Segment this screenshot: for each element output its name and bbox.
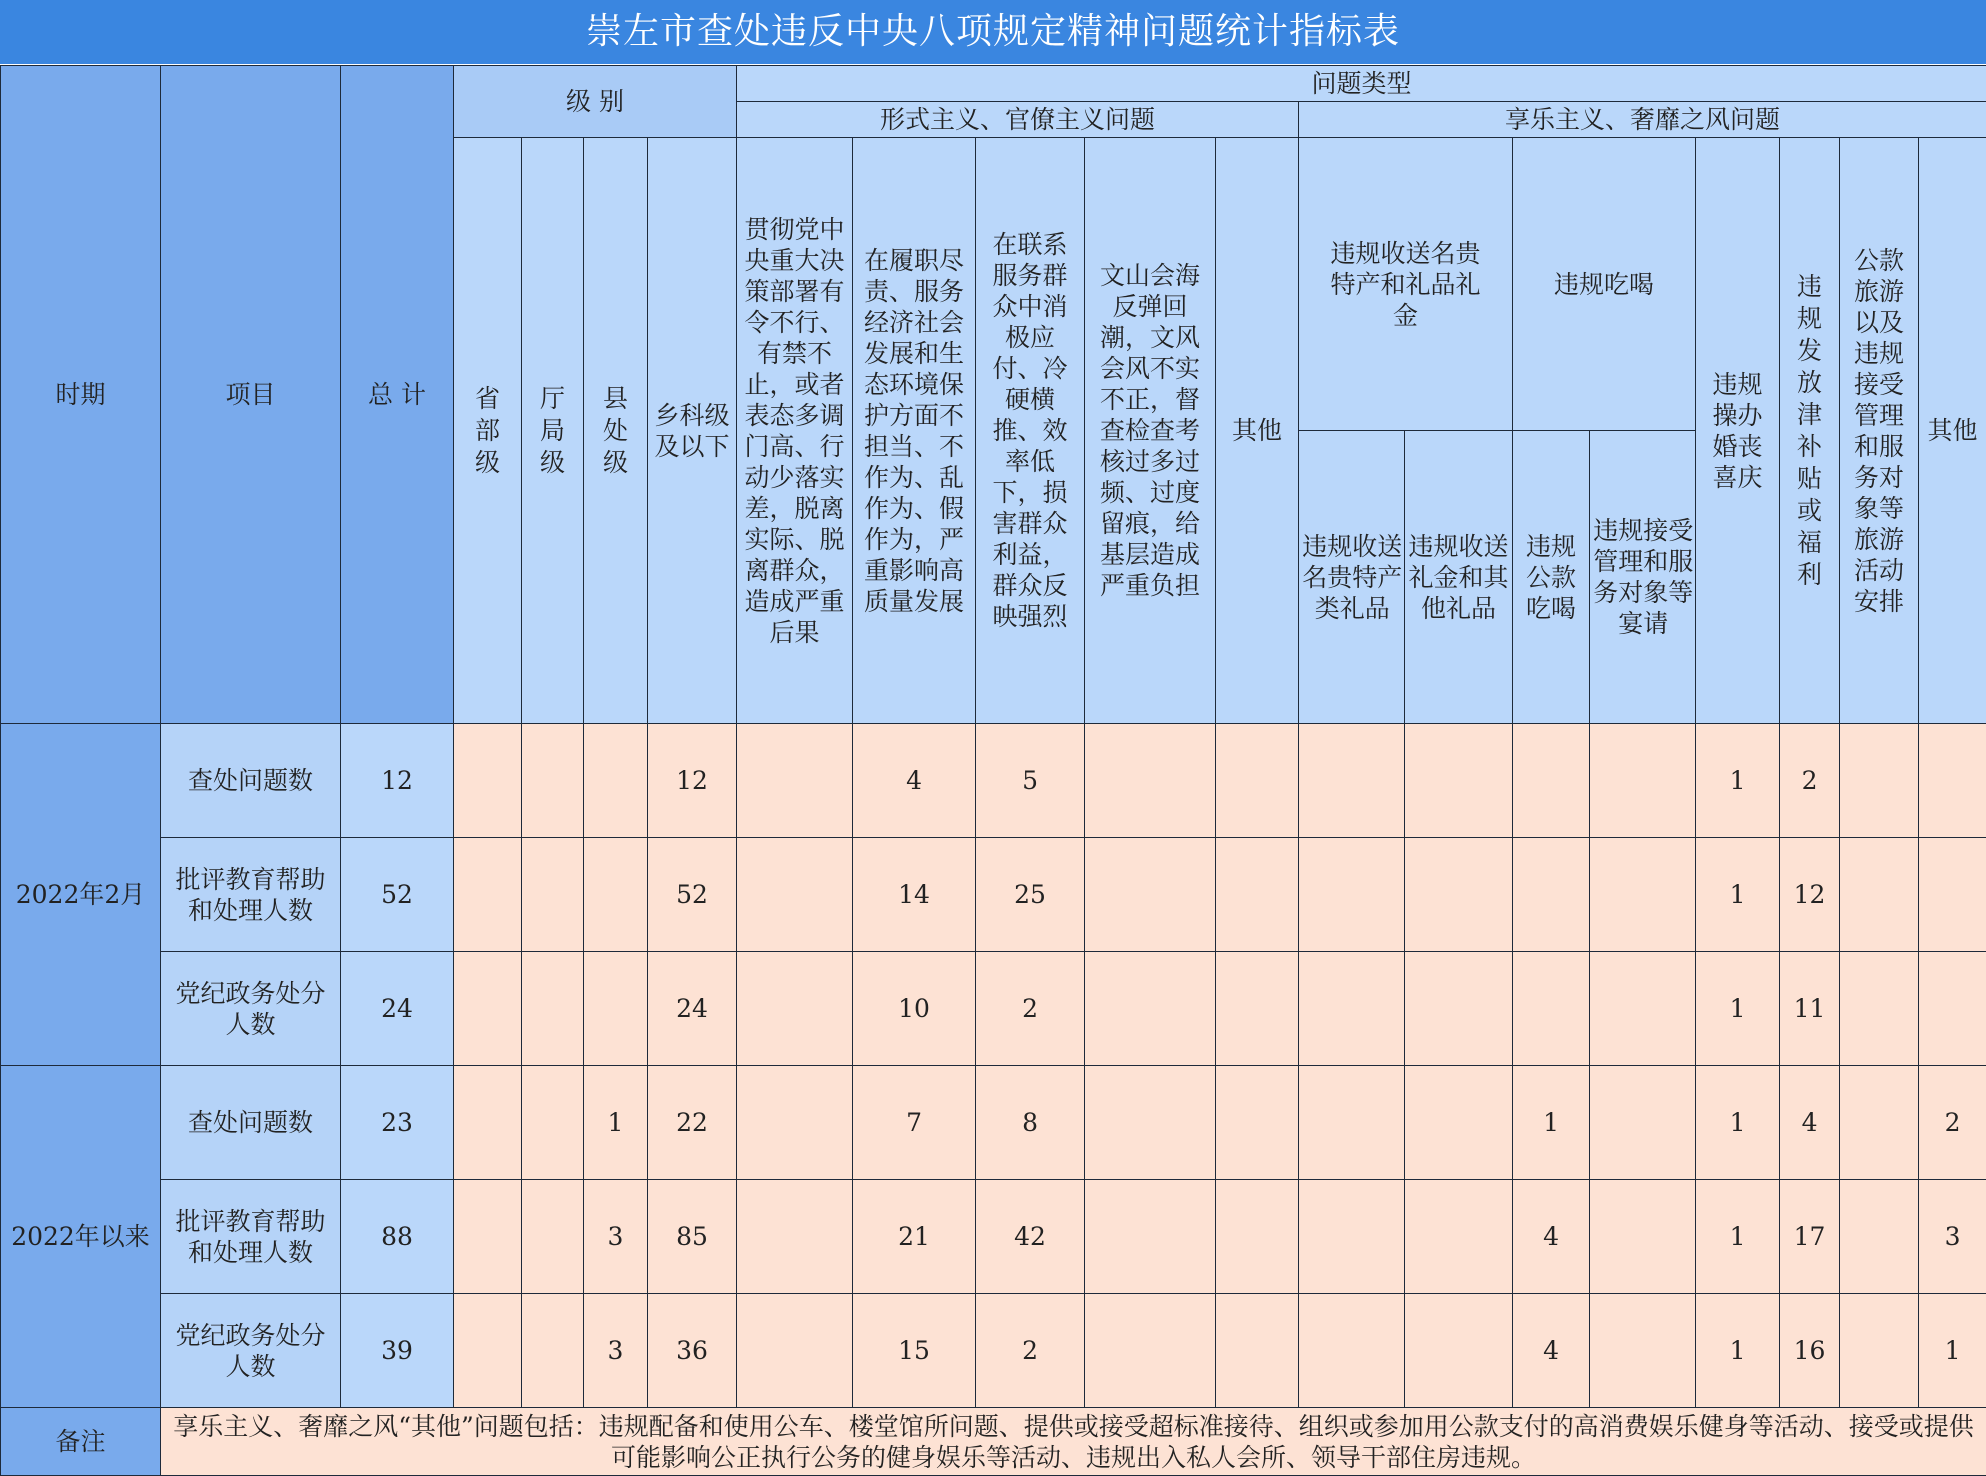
data-cell: 52 <box>648 838 737 952</box>
data-cell: 1 <box>584 1066 648 1180</box>
table-row <box>1 838 1986 952</box>
data-cell <box>1405 1180 1513 1294</box>
header-hedonism-other: 其他 <box>1919 138 1986 724</box>
data-cell <box>1590 952 1696 1066</box>
data-cell: 3 <box>584 1180 648 1294</box>
data-cell <box>1085 724 1216 838</box>
page-title: 崇左市查处违反中央八项规定精神问题统计指标表 <box>0 0 1986 64</box>
data-cell <box>584 952 648 1066</box>
data-cell: 24 <box>648 952 737 1066</box>
data-cell <box>1405 1066 1513 1180</box>
header-allowance: 违规发放津补贴或福利 <box>1780 138 1840 724</box>
data-cell <box>1299 838 1405 952</box>
header-formalism-other: 其他 <box>1216 138 1299 724</box>
data-cell <box>1299 952 1405 1066</box>
header-formalism-service: 在联系服务群众中消极应付、冷硬横推、效率低下，损害群众利益，群众反映强烈 <box>976 138 1085 724</box>
header-item: 项目 <box>161 66 341 724</box>
table-row <box>1 952 1986 1066</box>
data-cell <box>1085 1180 1216 1294</box>
data-cell <box>1299 1180 1405 1294</box>
data-cell <box>1840 838 1919 952</box>
header-level-group: 级 别 <box>454 66 737 138</box>
data-cell <box>584 838 648 952</box>
data-cell <box>1590 1180 1696 1294</box>
data-cell <box>1085 1066 1216 1180</box>
data-cell <box>454 1066 522 1180</box>
data-cell <box>454 1180 522 1294</box>
data-cell <box>1216 724 1299 838</box>
data-cell <box>1299 1066 1405 1180</box>
data-cell <box>1590 1294 1696 1408</box>
header-dining-public: 违规公款吃喝 <box>1513 431 1590 724</box>
data-cell <box>1299 724 1405 838</box>
header-wedding-funeral: 违规操办婚丧喜庆 <box>1696 138 1780 724</box>
data-cell <box>1405 1294 1513 1408</box>
row-item-label: 查处问题数 <box>161 724 341 838</box>
note-text: 享乐主义、奢靡之风“其他”问题包括：违规配备和使用公车、楼堂馆所问题、提供或接受超标准接待、组织或参加用公款支付的高消费娱乐健身等活动、接受或提供可能影响公正执行公务的健身娱乐等活动、违规出入私人会所、领导干部住房违规。 <box>161 1408 1986 1476</box>
header-hedonism-group: 享乐主义、奢靡之风问题 <box>1299 102 1986 138</box>
header-formalism-decision: 贯彻党中央重大决策部署有令不行、有禁不止，或者表态多调门高、行动少落实差，脱离实际、脱离群众，造成严重后果 <box>737 138 853 724</box>
data-cell <box>1085 1294 1216 1408</box>
total-cell: 88 <box>341 1180 454 1294</box>
data-cell <box>1405 838 1513 952</box>
row-item-label: 查处问题数 <box>161 1066 341 1180</box>
data-cell <box>454 724 522 838</box>
data-cell <box>1216 1066 1299 1180</box>
header-total: 总 计 <box>341 66 454 724</box>
total-cell: 23 <box>341 1066 454 1180</box>
data-cell <box>1590 1066 1696 1180</box>
row-item-label: 批评教育帮助和处理人数 <box>161 1180 341 1294</box>
data-cell: 4 <box>1780 1066 1840 1180</box>
data-cell: 5 <box>976 724 1085 838</box>
data-cell: 22 <box>648 1066 737 1180</box>
data-cell <box>522 1180 584 1294</box>
data-cell <box>737 1066 853 1180</box>
data-cell <box>1216 952 1299 1066</box>
data-cell <box>737 724 853 838</box>
data-cell <box>454 838 522 952</box>
header-gift-cash: 违规收送礼金和其他礼品 <box>1405 431 1513 724</box>
data-cell: 4 <box>1513 1180 1590 1294</box>
header-gift-group: 违规收送名贵特产和礼品礼金 <box>1299 138 1513 431</box>
data-cell: 1 <box>1513 1066 1590 1180</box>
data-cell: 1 <box>1696 1294 1780 1408</box>
data-cell: 2 <box>1919 1066 1986 1180</box>
data-cell: 2 <box>976 952 1085 1066</box>
data-cell: 85 <box>648 1180 737 1294</box>
note-label: 备注 <box>1 1408 161 1476</box>
data-cell: 1 <box>1696 952 1780 1066</box>
data-cell: 12 <box>648 724 737 838</box>
data-cell <box>1085 952 1216 1066</box>
header-period: 时期 <box>1 66 161 724</box>
data-cell: 2 <box>1780 724 1840 838</box>
total-cell: 52 <box>341 838 454 952</box>
data-cell: 1 <box>1696 724 1780 838</box>
data-cell <box>1299 1294 1405 1408</box>
header-formalism-group: 形式主义、官僚主义问题 <box>737 102 1299 138</box>
total-cell: 39 <box>341 1294 454 1408</box>
data-cell: 1 <box>1696 1066 1780 1180</box>
data-cell <box>522 724 584 838</box>
data-cell: 36 <box>648 1294 737 1408</box>
header-level-township: 乡科级及以下 <box>648 138 737 724</box>
data-cell: 1 <box>1696 838 1780 952</box>
data-cell <box>1216 1180 1299 1294</box>
data-cell <box>1216 1294 1299 1408</box>
data-cell: 8 <box>976 1066 1085 1180</box>
data-cell <box>522 1066 584 1180</box>
statistics-table <box>0 65 1986 1476</box>
data-cell: 2 <box>976 1294 1085 1408</box>
data-cell: 14 <box>853 838 976 952</box>
total-cell: 24 <box>341 952 454 1066</box>
data-cell: 25 <box>976 838 1085 952</box>
data-cell <box>1590 724 1696 838</box>
data-cell <box>737 1294 853 1408</box>
total-cell: 12 <box>341 724 454 838</box>
data-cell <box>1840 1180 1919 1294</box>
row-item-label: 党纪政务处分人数 <box>161 1294 341 1408</box>
data-cell: 1 <box>1919 1294 1986 1408</box>
data-cell <box>1840 1066 1919 1180</box>
data-cell <box>1840 1294 1919 1408</box>
data-cell <box>1513 724 1590 838</box>
data-cell: 4 <box>853 724 976 838</box>
data-cell: 10 <box>853 952 976 1066</box>
data-cell <box>1840 724 1919 838</box>
data-cell <box>1919 724 1986 838</box>
table-row <box>1 724 1986 838</box>
data-cell <box>1085 838 1216 952</box>
header-gift-specialty: 违规收送名贵特产类礼品 <box>1299 431 1405 724</box>
data-cell: 3 <box>584 1294 648 1408</box>
data-cell <box>522 952 584 1066</box>
header-level-bureau: 厅局级 <box>522 138 584 724</box>
header-level-county: 县处级 <box>584 138 648 724</box>
header-tourism: 公款旅游以及违规接受管理和服务对象等旅游活动安排 <box>1840 138 1919 724</box>
data-cell: 16 <box>1780 1294 1840 1408</box>
data-cell <box>1919 838 1986 952</box>
row-item-label: 批评教育帮助和处理人数 <box>161 838 341 952</box>
data-cell <box>1513 952 1590 1066</box>
header-level-provincial: 省部级 <box>454 138 522 724</box>
data-cell <box>1216 838 1299 952</box>
data-cell <box>522 838 584 952</box>
data-cell <box>1405 724 1513 838</box>
data-cell <box>1840 952 1919 1066</box>
row-item-label: 党纪政务处分人数 <box>161 952 341 1066</box>
header-dining-banquet: 违规接受管理和服务对象等宴请 <box>1590 431 1696 724</box>
period-label: 2022年以来 <box>1 1066 161 1408</box>
table-row <box>1 1066 1986 1180</box>
period-label: 2022年2月 <box>1 724 161 1066</box>
data-cell: 12 <box>1780 838 1840 952</box>
data-cell: 15 <box>853 1294 976 1408</box>
data-cell: 1 <box>1696 1180 1780 1294</box>
data-cell <box>737 952 853 1066</box>
data-cell <box>1590 838 1696 952</box>
data-cell: 4 <box>1513 1294 1590 1408</box>
data-cell <box>737 838 853 952</box>
data-cell <box>522 1294 584 1408</box>
header-problem-type: 问题类型 <box>737 66 1986 102</box>
data-cell <box>1513 838 1590 952</box>
data-cell: 17 <box>1780 1180 1840 1294</box>
table-row <box>1 1180 1986 1294</box>
data-cell: 42 <box>976 1180 1085 1294</box>
header-formalism-duty: 在履职尽责、服务经济社会发展和生态环境保护方面不担当、不作为、乱作为、假作为，严重影响高质量发展 <box>853 138 976 724</box>
header-row-1 <box>1 66 1986 102</box>
data-cell <box>454 1294 522 1408</box>
data-cell: 7 <box>853 1066 976 1180</box>
note-row <box>1 1408 1986 1476</box>
data-cell <box>1919 952 1986 1066</box>
data-cell <box>584 724 648 838</box>
data-cell: 21 <box>853 1180 976 1294</box>
header-dining-group: 违规吃喝 <box>1513 138 1696 431</box>
data-cell <box>737 1180 853 1294</box>
table-row <box>1 1294 1986 1408</box>
data-cell: 11 <box>1780 952 1840 1066</box>
data-cell: 3 <box>1919 1180 1986 1294</box>
header-formalism-meetings: 文山会海反弹回潮，文风会风不实不正，督查检查考核过多过频、过度留痕，给基层造成严重负担 <box>1085 138 1216 724</box>
data-cell <box>1405 952 1513 1066</box>
data-cell <box>454 952 522 1066</box>
